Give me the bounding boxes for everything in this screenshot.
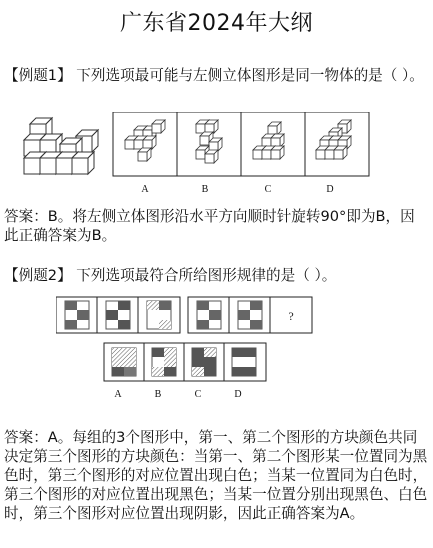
- example1-option-d-label: D: [326, 184, 334, 195]
- option-d-figure: [316, 120, 351, 159]
- reference-solid: [24, 118, 98, 174]
- example2-figure: [56, 295, 318, 387]
- example1-figure: [10, 112, 370, 200]
- example2-option-d-label: D: [234, 389, 242, 400]
- example2-answer: 答案：A。每组的3个图形中，第一、第二个图形的方块颜色共同决定第三个图形的方块颜色：当第一、第二个图形某一位置同为黑色时，第三个图形的对应位置出现白色；当某一位置同为白色时，第三个图形的对应位置出现黑色；当某一位置分别出现黑色、白色时，第三个图形对应位置出现阴影，因此正确答案为A。: [4, 429, 428, 522]
- page-title: 广东省2024年大纲: [120, 11, 313, 36]
- option-a-figure: [125, 120, 165, 161]
- option-b-figure: [196, 120, 222, 163]
- question-tile-5: [238, 301, 262, 329]
- option-d-tile: [232, 348, 256, 376]
- example1-option-b-label: B: [201, 184, 209, 195]
- option-b-tile: [152, 348, 176, 376]
- example1-option-c-label: C: [264, 184, 272, 195]
- example2-option-c-label: C: [194, 389, 202, 400]
- option-c-figure: [253, 122, 284, 159]
- question-mark: ?: [288, 309, 294, 323]
- example1-option-a-label: A: [141, 184, 149, 195]
- example1-question: 【例题1】 下列选项最可能与左侧立体图形是同一物体的是（ ）。: [4, 67, 424, 84]
- example1-answer: 答案：B。将左侧立体图形沿水平方向顺时针旋转90°即为B，因此正确答案为B。: [4, 208, 415, 244]
- option-a-tile: [112, 348, 136, 376]
- question-tile-4: [197, 301, 221, 329]
- example2-question: 【例题2】 下列选项最符合所给图形规律的是（ ）。: [4, 267, 337, 284]
- question-tile-2: [106, 301, 130, 329]
- example2-option-a-label: A: [114, 389, 122, 400]
- option-c-tile: [192, 348, 216, 376]
- example2-option-b-label: B: [154, 389, 162, 400]
- question-tile-1: [65, 301, 89, 329]
- question-tile-3: [147, 301, 171, 329]
